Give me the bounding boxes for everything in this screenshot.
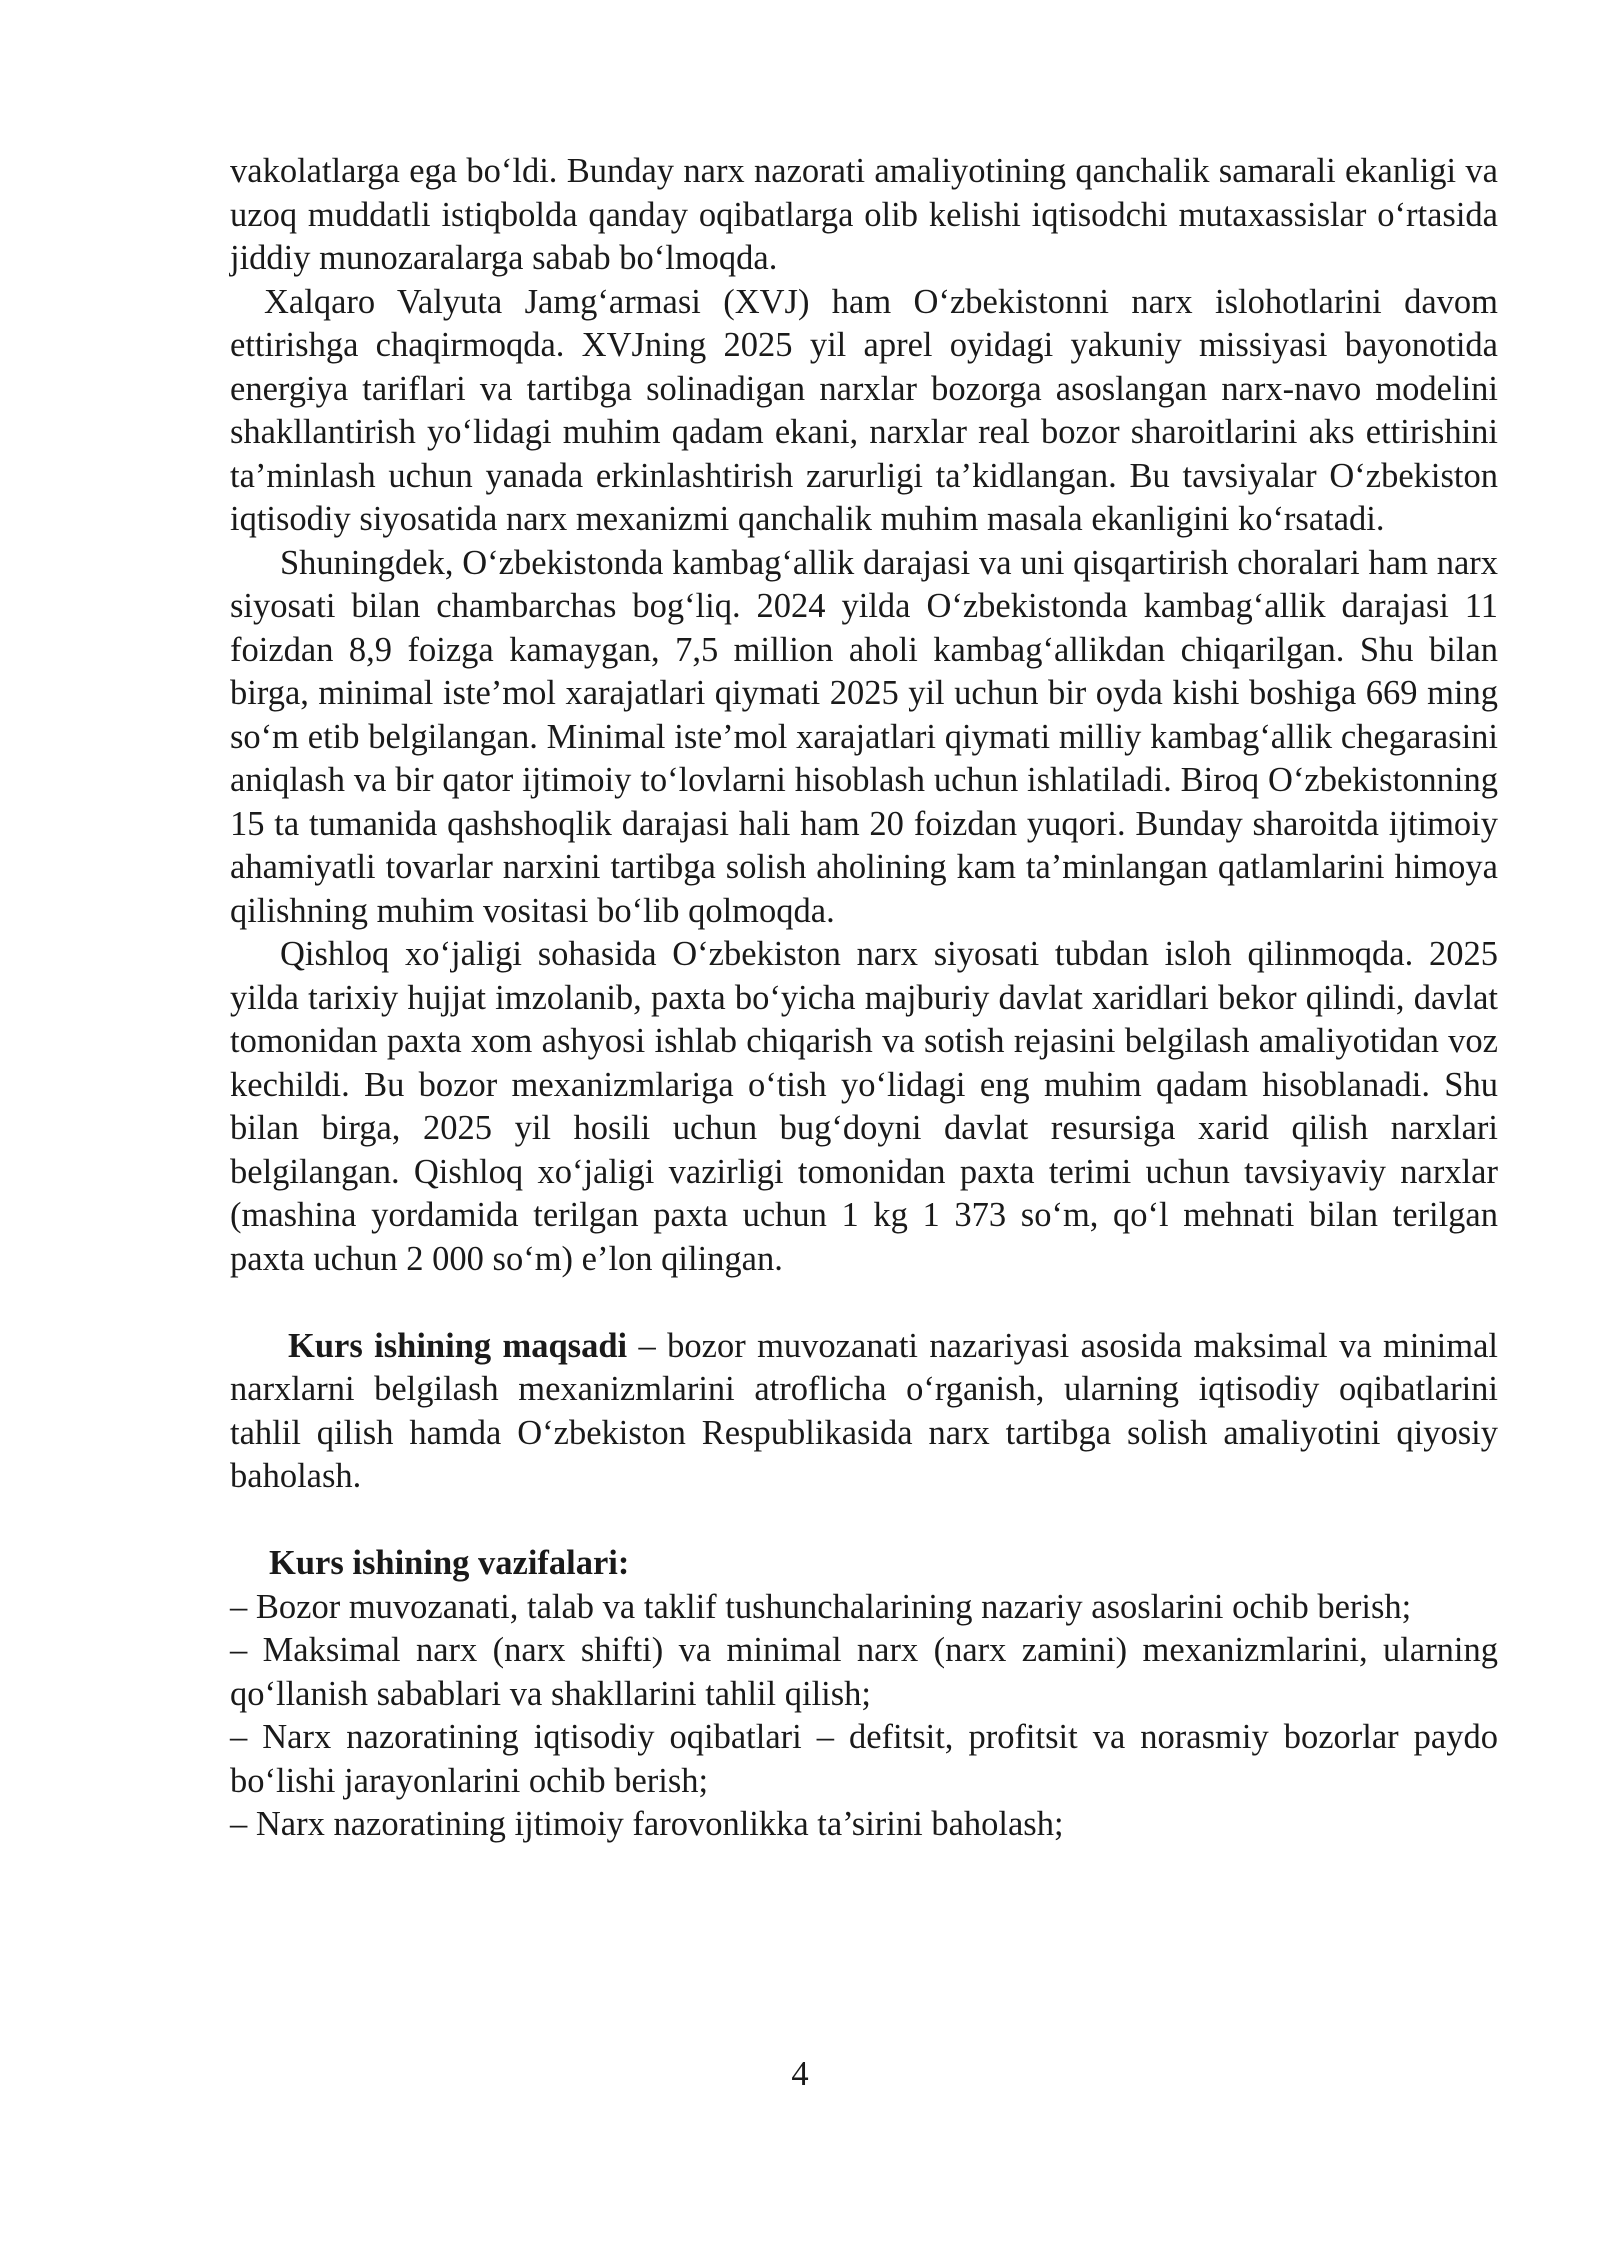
document-page (230, 150, 1498, 1847)
tasks-heading: Kurs ishining vazifalari: (269, 1544, 630, 1582)
paragraph-continuation: vakolatlarga ega bo‘ldi. Bunday narx nazorati amaliyotining qanchalik samarali ekanligi va uzoq muddatli istiqbolda qanday oqibatlarga olib kelishi iqtisodchi mutaxassislar o‘rtasida jiddiy munozaralarga sabab bo‘lmoqda. (230, 152, 1498, 277)
spacer (230, 1281, 1498, 1325)
spacer (230, 1499, 1498, 1543)
page-number: 4 (791, 2055, 809, 2093)
task-item: – Bozor muvozanati, talab va taklif tushunchalarining nazariy asoslarini ochib berish; (230, 1587, 1412, 1626)
paragraph-agriculture: Qishloq xo‘jaligi sohasida O‘zbekiston narx siyosati tubdan isloh qilinmoqda. 2025 yilda tarixiy hujjat imzolanib, paxta bo‘yicha majburiy davlat xaridlari bekor qilindi, davlat tomonidan paxta xom ashyosi ishlab chiqarish va sotish rejasini belgilash amaliyotidan voz kechildi. Bu bozor mexanizmlariga o‘tish yo‘lidagi eng muhim qadam hisoblanadi. Shu bilan birga, 2025 yil hosili uchun bug‘doyni davlat resursiga xarid qilish narxlari belgilangan. Qishloq xo‘jaligi vazirligi tomonidan paxta terimi uchun tavsiyaviy narxlar (mashina yordamida terilgan paxta uchun 1 kg 1 373 so‘m, qo‘l mehnati bilan terilgan paxta uchun 2 000 so‘m) e’lon qilingan. (230, 935, 1498, 1278)
course-goal (230, 1325, 1498, 1499)
paragraph-poverty: Shuningdek, O‘zbekistonda kambag‘allik darajasi va uni qisqartirish choralari ham narx siyosati bilan chambarchas bog‘liq. 2024 yilda O‘zbekistonda kambag‘allik darajasi 11 foizdan 8,9 foizga kamaygan, 7,5 million aholi kambag‘allikdan chiqarilgan. Shu bilan birga, minimal iste’mol xarajatlari qiymati 2025 yil uchun bir oyda kishi boshiga 669 ming so‘m etib belgilangan. Minimal iste’mol xarajatlari qiymati milliy kambag‘allik chegarasini aniqlash va bir qator ijtimoiy to‘lovlarni hisoblash uchun ishlatiladi. Biroq O‘zbekistonning 15 ta tumanida qashshoqlik darajasi hali ham 20 foizdan yuqori. Bunday sharoitda ijtimoiy ahamiyatli tovarlar narxini tartibga solish aholining kam ta’minlangan qatlamlarini himoya qilishning muhim vositasi bo‘lib qolmoqda. (230, 543, 1498, 930)
task-item: – Narx nazoratining iqtisodiy oqibatlari – defitsit, profitsit va norasmiy bozorlar paydo bo‘lishi jarayonlarini ochib berish; (230, 1718, 1498, 1800)
task-item: – Narx nazoratining ijtimoiy farovonlikka ta’sirini baholash; (230, 1805, 1064, 1843)
course-goal-label: Kurs ishining maqsadi (288, 1326, 628, 1365)
paragraph-imf: Xalqaro Valyuta Jamg‘armasi (XVJ) ham O‘zbekistonni narx islohotlarini davom ettirishga chaqirmoqda. XVJning 2025 yil aprel oyidagi yakuniy missiyasi bayonotida energiya tariflari va tartibga solinadigan narxlar bozorga asoslangan narx-navo modelini shakllantirish yo‘lidagi muhim qadam ekani, narxlar real bozor sharoitlarini aks ettirishini ta’minlash uchun yanada erkinlashtirish zarurligi ta’kidlangan. Bu tavsiyalar O‘zbekiston iqtisodiy siyosatida narx mexanizmi qanchalik muhim masala ekanligini ko‘rsatadi. (230, 282, 1498, 538)
course-goal-text: – bozor muvozanati nazariyasi asosida maksimal va minimal narxlarni belgilash mexanizmlarini atroflicha o‘rganish, ularning iqtisodiy oqibatlarini tahlil qilish hamda O‘zbekiston Respublikasida narx tartibga solish amaliyotini qiyosiy baholash. (230, 1326, 1498, 1495)
task-item: – Maksimal narx (narx shifti) va minimal narx (narx zamini) mexanizmlarini, ularning qo‘llanish sabablari va shakllarini tahlil qilish; (230, 1631, 1498, 1713)
